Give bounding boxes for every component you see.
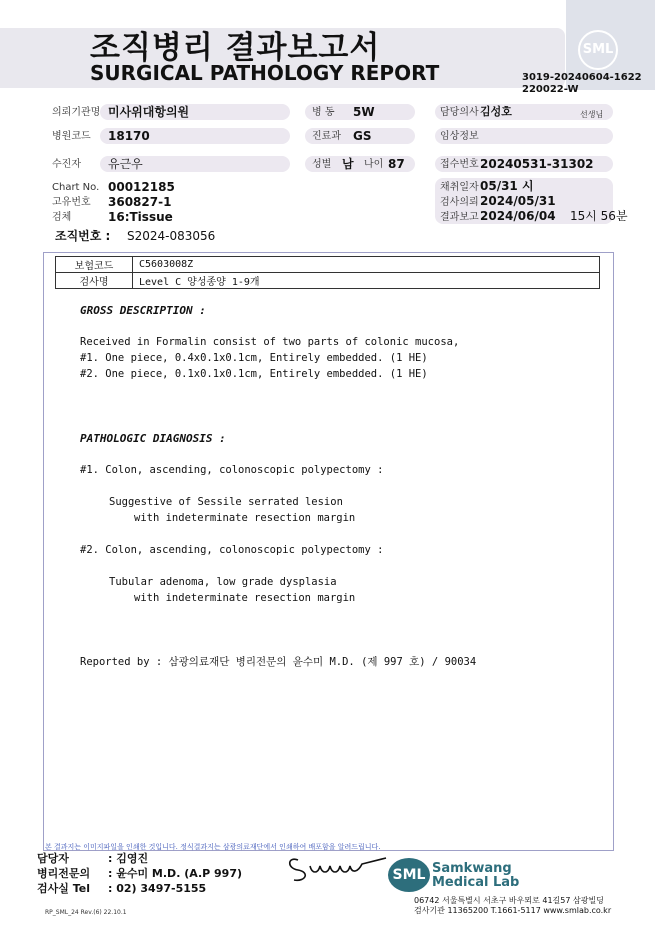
sml-logo-icon: SML — [578, 30, 618, 70]
institution-label: 의뢰기관명 — [52, 107, 101, 118]
diagnosis-1-line-a: Suggestive of Sessile serrated lesion — [109, 496, 343, 508]
diagnosis-1-line-b: with indeterminate resection margin — [134, 512, 356, 524]
pathologic-diagnosis-heading: PATHOLOGIC DIAGNOSIS : — [80, 432, 226, 445]
insurance-code-value: C5603008Z — [133, 257, 600, 273]
agency-line: 검사기관 11365200 T.1661-5117 www.smlab.co.kr — [414, 906, 612, 915]
receipt-value: 20240531-31302 — [480, 157, 594, 171]
ward-value: 5W — [353, 105, 375, 119]
lab-address — [414, 896, 611, 916]
diagnosis-2-line-b: with indeterminate resection margin — [134, 592, 356, 604]
specimen-label: 검체 — [52, 212, 72, 223]
signature-icon — [284, 850, 389, 884]
form-code: RP_SML_24 Rev.(6) 22.10.1 — [45, 909, 127, 916]
diagnosis-1-site: #1. Colon, ascending, colonoscopic polypectomy : — [80, 464, 384, 476]
report-date-label: 결과보고 — [440, 212, 479, 223]
tissue-number-value: S2024-083056 — [127, 229, 216, 243]
clinical-label: 임상정보 — [440, 131, 479, 142]
tissue-number-label: 조직번호 : — [55, 229, 111, 243]
collect-value: 05/31 시 — [480, 179, 534, 193]
unique-id-value: 360827-1 — [108, 195, 172, 209]
staff-label: 담당자 — [37, 852, 69, 865]
sex-value: 남 — [342, 157, 354, 171]
document-id-line2: 220022-W — [522, 84, 579, 95]
doctor-suffix: 선생님 — [580, 110, 604, 119]
brand-line-1: Samkwang — [432, 861, 512, 876]
collect-label: 채취일자 — [440, 182, 479, 193]
report-title-korean: 조직병리 결과보고서 — [90, 30, 381, 66]
gross-description-heading: GROSS DESCRIPTION : — [80, 304, 206, 317]
lab-tel-value: : 02) 3497-5155 — [108, 882, 207, 895]
report-title-english: SURGICAL PATHOLOGY REPORT — [90, 61, 440, 85]
specimen-value: 16:Tissue — [108, 210, 173, 224]
reported-by: Reported by : 삼광의료재단 병리전문의 윤수미 M.D. (제 997 호) / 90034 — [80, 656, 477, 668]
report-date-value: 2024/06/04 — [480, 209, 556, 223]
doctor-value: 김성호 — [480, 105, 512, 118]
doctor-label: 담당의사 — [440, 107, 479, 118]
ward-label: 병 동 — [312, 107, 335, 118]
report-time-value: 15시 56분 — [570, 209, 628, 223]
pathologist-value: : 윤수미 M.D. (A.P 997) — [108, 867, 243, 880]
dept-value: GS — [353, 129, 372, 143]
hospital-code-label: 병원코드 — [52, 131, 91, 142]
institution-value: 미사위대항의원 — [108, 105, 190, 119]
chart-value: 00012185 — [108, 180, 175, 194]
request-label: 검사의뢰 — [440, 197, 479, 208]
test-name-row — [56, 273, 600, 289]
address-line: 06742 서울특별시 서초구 바우뫼로 41길57 삼광빌딩 — [414, 896, 604, 905]
staff-value: : 김영진 — [108, 852, 149, 865]
patient-value: 유근우 — [108, 157, 143, 171]
chart-label: Chart No. — [52, 182, 100, 193]
gross-line-1: Received in Formalin consist of two parts of colonic mucosa, — [80, 336, 460, 348]
patient-label: 수진자 — [52, 159, 81, 170]
sex-label: 성별 — [312, 159, 332, 170]
insurance-row — [56, 257, 600, 273]
request-value: 2024/05/31 — [480, 194, 556, 208]
lab-tel-label: 검사실 Tel — [37, 882, 90, 895]
pathologist-label: 병리전문의 — [37, 867, 91, 880]
insurance-code-label: 보험코드 — [56, 257, 133, 273]
gross-line-2: #1. One piece, 0.4x0.1x0.1cm, Entirely embedded. (1 HE) — [80, 352, 428, 364]
age-value: 87 — [388, 157, 405, 171]
age-label: 나이 — [364, 159, 384, 170]
document-id-line1: 3019-20240604-1622 — [522, 72, 642, 83]
document-id — [522, 72, 642, 96]
receipt-label: 접수번호 — [440, 159, 479, 170]
print-notice: 본 결과지는 이미지파일을 인쇄한 것입니다. 정식결과지는 삼광의료재단에서 인쇄하여 배포함을 알려드립니다. — [45, 843, 381, 851]
gross-line-3: #2. One piece, 0.1x0.1x0.1cm, Entirely embedded. (1 HE) — [80, 368, 428, 380]
samkwang-brand — [432, 862, 519, 890]
diagnosis-2-site: #2. Colon, ascending, colonoscopic polypectomy : — [80, 544, 384, 556]
test-name-value: Level C 양성종양 1-9개 — [133, 273, 600, 289]
test-name-label: 검사명 — [56, 273, 133, 289]
test-code-table — [55, 256, 600, 289]
diagnosis-2-line-a: Tubular adenoma, low grade dysplasia — [109, 576, 337, 588]
hospital-code-value: 18170 — [108, 129, 150, 143]
dept-label: 진료과 — [312, 131, 341, 142]
samkwang-logo-icon: SML — [388, 858, 430, 892]
brand-line-2: Medical Lab — [432, 875, 520, 890]
unique-id-label: 고유번호 — [52, 197, 91, 208]
